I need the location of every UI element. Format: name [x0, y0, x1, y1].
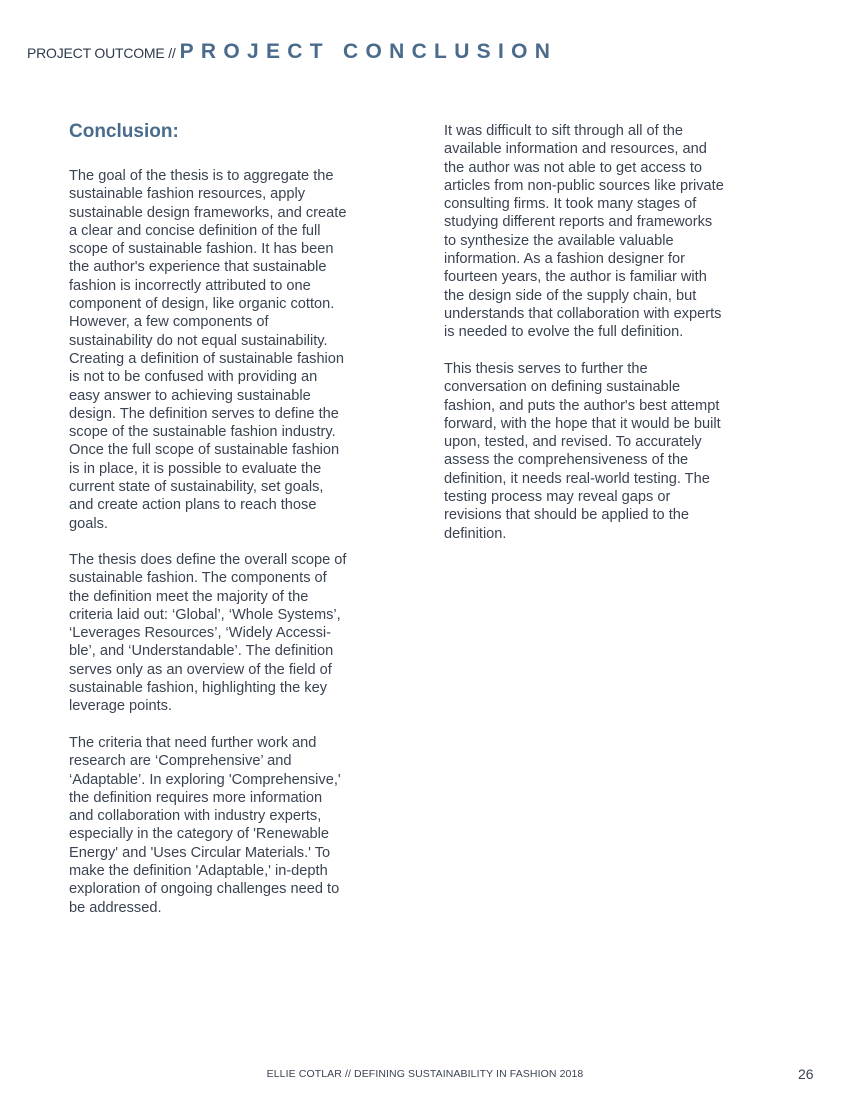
text-line: definition.	[444, 525, 507, 542]
text-line: studying different reports and frameworks	[444, 214, 713, 231]
text-line: the author was not able to get access to	[444, 159, 702, 176]
text-line: fashion is incorrectly attributed to one	[69, 277, 311, 294]
text-line: leverage points.	[69, 698, 173, 715]
text-line: be addressed.	[69, 899, 162, 916]
text-line: forward, with the hope that it would be built	[444, 415, 721, 432]
text-line: Once the full scope of sustainable fashion	[69, 442, 340, 459]
paragraph	[444, 360, 721, 543]
text-line: testing process may reveal gaps or	[444, 489, 671, 506]
text-line: upon, tested, and revised. To accurately	[444, 434, 702, 451]
page-header	[27, 40, 557, 64]
text-line: sustainable fashion, highlighting the key	[69, 680, 327, 697]
text-line: serves only as an overview of the field of	[69, 661, 332, 678]
text-line: research are ‘Comprehensive’ and	[69, 753, 292, 770]
text-line: is in place, it is possible to evaluate the	[69, 460, 322, 477]
text-line: articles from non-public sources like private	[444, 177, 724, 194]
paragraph	[69, 551, 346, 716]
text-line: sustainable design frameworks, and create	[69, 204, 347, 221]
text-line: scope of the sustainable fashion industry.	[69, 424, 336, 441]
text-line: sustainable fashion resources, apply	[69, 186, 306, 203]
text-line: The thesis does define the overall scope of	[69, 552, 347, 568]
text-line: This thesis serves to further the	[444, 361, 648, 377]
text-line: ble’, and ‘Understandable’. The definition	[69, 643, 334, 660]
header-prefix: PROJECT OUTCOME //	[27, 45, 176, 61]
text-line: is not to be confused with providing an	[69, 369, 318, 386]
paragraph	[69, 734, 341, 917]
text-line: component of design, like organic cotton.	[69, 296, 335, 313]
text-line: fashion, and puts the author's best attempt	[444, 397, 720, 414]
text-line: scope of sustainable fashion. It has been	[69, 241, 334, 258]
text-line: ‘Adaptable’. In exploring 'Comprehensive,'	[69, 771, 341, 788]
text-line: and collaboration with industry experts,	[69, 808, 322, 825]
page-number: 26	[798, 1066, 814, 1082]
text-line: fourteen years, the author is familiar with	[444, 269, 707, 286]
text-line: the definition meet the majority of the	[69, 588, 309, 605]
text-line: available information and resources, and	[444, 141, 707, 158]
text-line: The goal of the thesis is to aggregate the	[69, 168, 334, 184]
text-line: ‘Leverages Resources’, ‘Widely Accessi-	[69, 625, 331, 642]
text-line: information. As a fashion designer for	[444, 251, 685, 268]
text-line: It was difficult to sift through all of the	[444, 123, 684, 139]
text-line: and create action plans to reach those	[69, 497, 317, 514]
text-line: definition, it needs real-world testing. The	[444, 470, 710, 487]
paragraph	[444, 122, 724, 342]
text-line: Creating a definition of sustainable fashion	[69, 350, 345, 367]
section-heading: Conclusion:	[69, 121, 179, 142]
text-line: conversation on defining sustainable	[444, 379, 681, 396]
text-line: The criteria that need further work and	[69, 735, 317, 751]
text-line: revisions that should be applied to the	[444, 507, 690, 524]
text-line: is needed to evolve the full definition.	[444, 324, 684, 341]
paragraph	[69, 167, 346, 533]
text-line: sustainability do not equal sustainability.	[69, 332, 328, 349]
text-line: the definition requires more information	[69, 789, 323, 806]
footer-text: ELLIE COTLAR // DEFINING SUSTAINABILITY IN FASHION 2018	[266, 1068, 584, 1080]
text-line: consulting firms. It took many stages of	[444, 196, 697, 213]
text-line: current state of sustainability, set goals,	[69, 479, 324, 496]
text-line: a clear and concise definition of the full	[69, 222, 321, 239]
text-line: However, a few components of	[69, 314, 269, 331]
text-line: the design side of the supply chain, but	[444, 287, 697, 304]
text-line: exploration of ongoing challenges need to	[69, 881, 340, 898]
text-line: Energy' and 'Uses Circular Materials.' To	[69, 844, 331, 861]
text-line: goals.	[69, 515, 108, 532]
text-line: sustainable fashion. The components of	[69, 570, 327, 587]
text-line: the author's experience that sustainable	[69, 259, 327, 276]
text-line: easy answer to achieving sustainable	[69, 387, 311, 404]
text-line: understands that collaboration with experts	[444, 305, 722, 322]
text-line: assess the comprehensiveness of the	[444, 452, 689, 469]
text-line: make the definition 'Adaptable,' in-depth	[69, 863, 328, 880]
text-line: especially in the category of 'Renewable	[69, 826, 329, 843]
text-line: to synthesize the available valuable	[444, 232, 674, 249]
text-line: design. The definition serves to define the	[69, 405, 339, 422]
text-line: criteria laid out: ‘Global’, ‘Whole Systems’,	[69, 606, 341, 623]
header-title: PROJECT CONCLUSION	[179, 40, 558, 63]
